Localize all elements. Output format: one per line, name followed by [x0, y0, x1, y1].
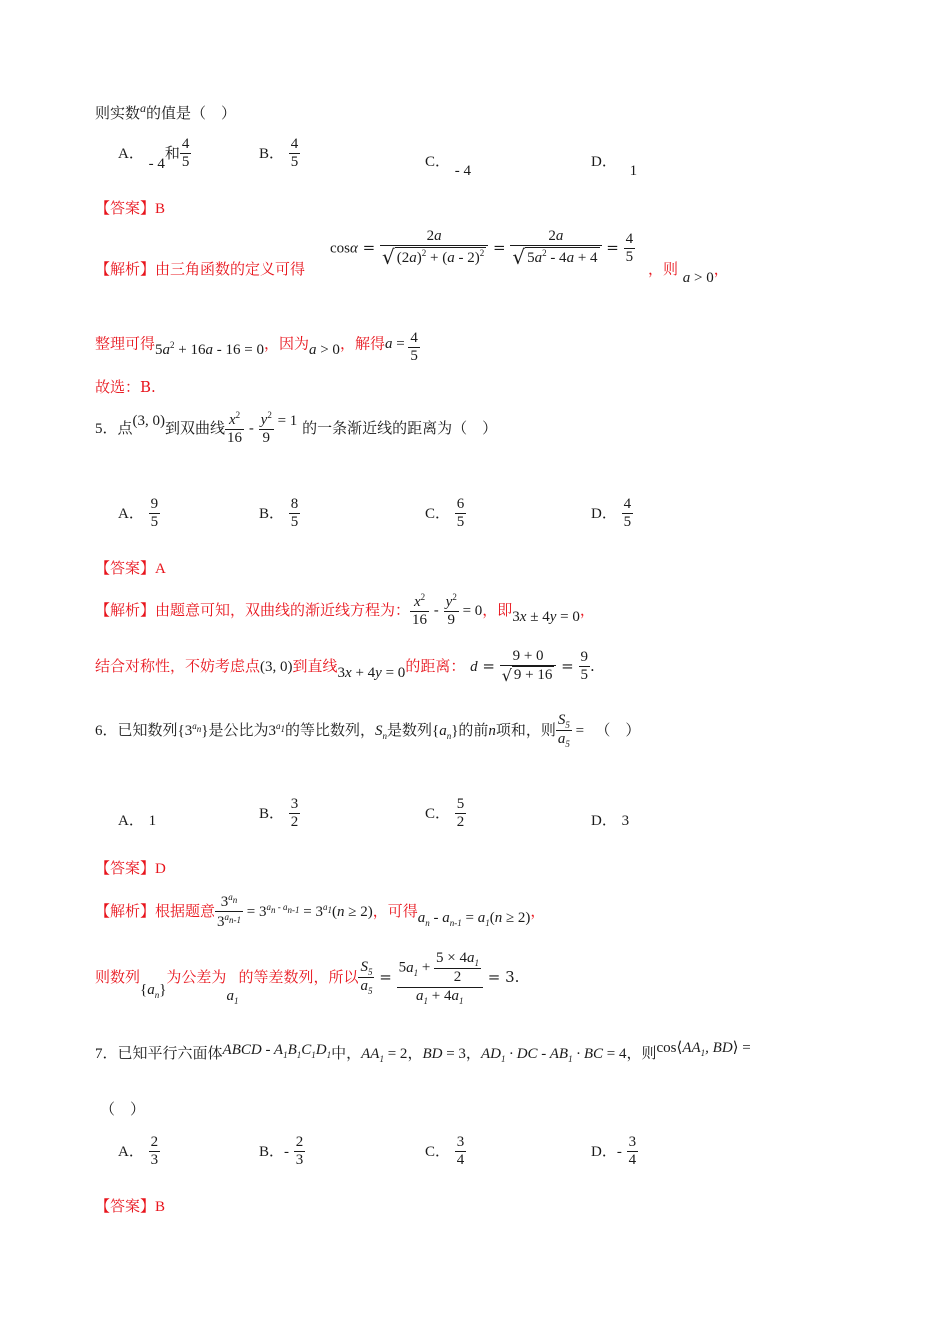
- q4-cos-formula: cosα = $\frac{2a}{√ (2a)^2 + (a - 2)^2}$ = $\frac{2a}{√ 5a^2 - 4a + 4}$ = $\frac{4}{5}$: [330, 228, 634, 270]
- q4-answer: 【答案】B: [95, 199, 166, 217]
- q4-option-b[interactable]: B． $\frac{4}{5}$: [259, 136, 299, 171]
- q6-option-b[interactable]: B． $\frac{3}{2}$: [259, 796, 299, 831]
- q4-then: ，则 a > 0，: [648, 260, 729, 286]
- q4-option-a[interactable]: A． - 4和 $\frac{4}{5}$: [118, 136, 190, 172]
- q5-answer: 【答案】A: [95, 559, 166, 577]
- q6-option-c[interactable]: C． $\frac{5}{2}$: [425, 796, 465, 831]
- q7-option-a[interactable]: A． $\frac{2}{3}$: [118, 1134, 159, 1169]
- q4-conclusion: 故选：B.: [95, 378, 156, 396]
- q7-answer: 【答案】B: [95, 1197, 166, 1215]
- q6-option-a[interactable]: A． 1: [118, 813, 157, 829]
- q5-analysis-1: 【解析】由题意可知，双曲线的渐近线方程为： $\frac{x^2}{16}$ - $\frac{y^2}{9}$ = 0，即3x ± 4y = 0，: [95, 592, 595, 629]
- q7-option-d[interactable]: D．- $\frac{3}{4}$: [591, 1134, 637, 1169]
- q5-option-c[interactable]: C． $\frac{6}{5}$: [425, 496, 465, 531]
- q6-answer: 【答案】D: [95, 859, 166, 877]
- q4-analysis-2: 整理可得$5a^2 + 16a - 16 = 0$，因为a > 0，解得a = $\frac{4}{5}$: [95, 330, 418, 365]
- q6-option-d[interactable]: D． 3: [591, 813, 630, 829]
- q7-option-c[interactable]: C． $\frac{3}{4}$: [425, 1134, 465, 1169]
- q5-option-d[interactable]: D． $\frac{4}{5}$: [591, 496, 632, 531]
- q6-analysis-1: 【解析】根据题意 $\frac{3^{a_n}}{3^{a_{n-1}}}$ = $3^{a_n - a_{n-1}} = 3^{a_1}(n \ge 2)$，可得$a_n - a_{n-1} = a_1(n \ge 2)$，: [95, 892, 546, 931]
- q4-option-d[interactable]: D． 1: [591, 154, 638, 179]
- q4-option-c[interactable]: C． - 4: [425, 154, 472, 179]
- q5-option-a[interactable]: A． $\frac{9}{5}$: [118, 496, 159, 531]
- q5-analysis-2: 结合对称性，不妨考虑点(3, 0)到直线3x + 4y = 0的距离： d = $\frac{9 + 0}{√ 9 + 16}$ = $\frac{9}{5}$ .: [95, 648, 595, 686]
- q5-option-b[interactable]: B． $\frac{8}{5}$: [259, 496, 299, 531]
- q7-option-b[interactable]: B．- $\frac{2}{3}$: [259, 1134, 304, 1169]
- q4-stem: 则实数$^a$的值是（ ）: [95, 101, 237, 122]
- q7-paren: （ ）: [100, 1100, 146, 1118]
- q5-stem: 5．点(3, 0)到双曲线 $\frac{x^2}{16}$ - $\frac{y^2}{9}$ = 1 的一条渐近线的距离为（ ）: [95, 410, 498, 447]
- q6-analysis-2: 则数列$\{a_n\}$为公差为$a_1$的等差数列，所以 $\frac{S_5}{a_5}$ = $5a_1$ + $\frac{5 \times 4a_1}{2}$ $a_1 + 4a_1$ = 3.: [95, 950, 520, 1006]
- q7-stem: 7．已知平行六面体ABCD - $A_1B_1C_1D_1$中，$AA_1 = 2$，BD = 3，$AD_1$ · DC - $AB_1$ · BC = 4，则$\cos⟨AA_1$, BD⟩ =: [95, 1040, 751, 1064]
- q6-stem: 6．已知数列$\{3^{a_n}\}$是公比为$3^{a_1}$的等比数列，$S_n$是数列$\{a_n\}$的前n项和，则 $\frac{S_5}{a_5}$ = （ ）: [95, 712, 641, 750]
- q4-analysis-label: 【解析】由三角函数的定义可得: [95, 260, 306, 278]
